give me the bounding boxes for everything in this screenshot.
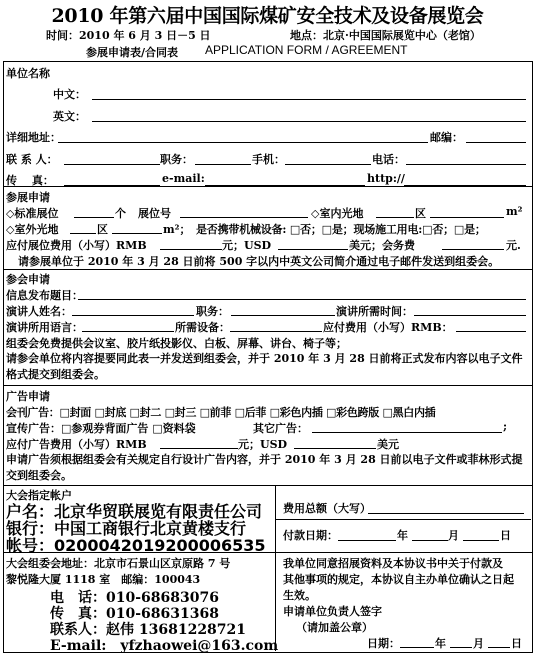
divider [275, 519, 531, 520]
fax-label: 传 真： [6, 174, 54, 187]
signature-label: 申请单位负责人签字 [283, 605, 382, 618]
agreement-year-unit: 年 [435, 637, 446, 650]
speaker-position-label: 职务： [196, 305, 229, 318]
name-cn-label: 中文： [53, 88, 86, 101]
ad-fee-usd-field[interactable] [294, 448, 376, 449]
ads-note: 申请广告须根据组委会有关规定自行设计广告内容，并于 2010 年 3 月 28 日前以电子文件或菲林形式提交到组委会。 [6, 453, 523, 482]
other-ad-label: 其它广告： [253, 422, 308, 435]
payment-year-unit: 年 [397, 529, 408, 542]
zip-field[interactable] [466, 142, 526, 143]
divider [275, 485, 276, 651]
exhibit-note: 请参展单位于 2010 年 3 月 28 日前将 500 字以内中英文公司简介通过电子邮件发送到组委会。 [18, 255, 500, 268]
total-amount-field[interactable] [368, 513, 524, 514]
booth-fee-rmb-field[interactable] [160, 249, 222, 250]
divider [3, 269, 533, 270]
meeting-heading: 参会申请 [6, 273, 50, 286]
outdoor-area-field[interactable] [70, 233, 96, 234]
meeting-payment-label: 应付费用（小写）RMB： [323, 321, 453, 334]
speech-time-label: 演讲所需时间： [336, 305, 413, 318]
office-address-line2: 黎悦隆大厦 1118 室 邮编：100043 [6, 573, 201, 586]
office-phone: 电 话：010-68683076 [50, 590, 219, 606]
divider [3, 385, 533, 386]
agreement-line3: 生效。 [283, 589, 316, 602]
speaker-label: 演讲人姓名： [6, 305, 72, 318]
agreement-line1: 我单位同意招展资料及本协议书中关于付款及 [283, 557, 503, 570]
phone-field[interactable] [406, 164, 526, 165]
payment-month-unit: 月 [448, 529, 459, 542]
outdoor-sqm-field[interactable] [112, 233, 162, 234]
mobile-field[interactable] [285, 164, 371, 165]
promo-ad-options[interactable]: 宣传广告：□参观券背面广告 □资料袋 [6, 422, 196, 435]
exhibition-place: 地点：北京·中国国际展览中心（老馆） [290, 29, 481, 42]
http-label: http:// [367, 172, 405, 185]
ad-fee-label: 应付广告费用（小写）RMB [6, 438, 147, 451]
payment-day-unit: 日 [500, 529, 511, 542]
standard-booth-option[interactable]: ◇标准展位 [6, 207, 59, 220]
name-en-label: 英文： [53, 110, 86, 123]
address-field[interactable] [58, 142, 428, 143]
speech-time-field[interactable] [414, 315, 526, 316]
account-holder: 户名：北京华贸联展览有限责任公司 [6, 502, 263, 521]
ad-fee-rmb-field[interactable] [160, 448, 238, 449]
contact-label: 联 系 人： [6, 153, 58, 166]
bank-heading: 大会指定帐户 [6, 489, 72, 502]
topic-field[interactable] [78, 299, 526, 300]
topic-label: 信息发布题目： [6, 289, 83, 302]
payment-day-field[interactable] [463, 540, 499, 541]
indoor-zone-unit: 区 [415, 207, 426, 220]
exhibit-heading: 参展申请 [6, 191, 50, 204]
form-title-cn: 参展申请表/合同表 [86, 46, 179, 59]
office-email[interactable]: E-mail: yfzhaowei@163.com [50, 638, 279, 654]
indoor-space-option[interactable]: ◇室内光地 [311, 207, 364, 220]
meeting-fee-field[interactable] [442, 249, 504, 250]
meeting-fee-unit: 元. [506, 239, 521, 252]
speaker-position-field[interactable] [231, 315, 335, 316]
indoor-area-field[interactable] [376, 217, 414, 218]
speaker-field[interactable] [72, 315, 194, 316]
agreement-day-unit: 日 [511, 637, 522, 650]
office-fax: 传 真：010-68631368 [50, 606, 219, 622]
meeting-note: 请参会单位将内容提要同此表一并发送到组委会，并于 2010 年 3 月 28 日前将正式发布内容以电子文件格式提交到组委会。 [6, 352, 523, 381]
agreement-date-label: 日期： [367, 637, 400, 650]
language-field[interactable] [82, 331, 174, 332]
total-amount-label: 费用总额（大写） [283, 502, 371, 515]
account-number: 帐号：0200042019200006535 [6, 536, 266, 555]
ad-fee-usd-unit: 美元 [377, 438, 399, 451]
booth-no-label: 展位号 [138, 207, 171, 220]
booth-fee-label: 应付展位费用（小写）RMB [6, 239, 147, 252]
free-facilities-note: 组委会免费提供会议室、胶片纸投影仪、白板、屏幕、讲台、椅子等； [6, 337, 347, 350]
contact-field[interactable] [64, 164, 160, 165]
position-label: 职务： [160, 153, 193, 166]
email-label: e-mail: [162, 172, 205, 185]
meeting-fee-label: 美元；会务费 [349, 239, 415, 252]
bank-name: 银行：中国工商银行北京黄楼支行 [6, 519, 247, 538]
indoor-sqm-field[interactable] [430, 217, 504, 218]
outdoor-sqm-unit: m²； [163, 223, 191, 236]
mobile-label: 手机： [252, 153, 285, 166]
equipment-label: 所需设备： [175, 321, 230, 334]
payment-date-label: 付款日期： [283, 529, 338, 542]
machinery-power-options[interactable]: 是否携带机械设备: □否；□是；现场施工用电:□否；□是； [196, 223, 486, 236]
booth-count-field[interactable] [74, 217, 114, 218]
outdoor-space-option[interactable]: ◇室外光地 [6, 223, 59, 236]
stamp-label: （请加盖公章） [296, 621, 373, 634]
exhibition-time: 时间：2010 年 6 月 3 日－5 日 [46, 29, 211, 42]
meeting-payment-field[interactable] [456, 331, 526, 332]
agreement-month-unit: 月 [473, 637, 484, 650]
zip-label: 邮编： [430, 131, 463, 144]
fax-field[interactable] [64, 185, 160, 186]
position-field[interactable] [195, 164, 251, 165]
catalog-ad-options[interactable]: 会刊广告：□封面 □封底 □封二 □封三 □前菲 □后菲 □彩色内插 □彩色跨版 □黑白内插 [6, 406, 436, 419]
booth-unit: 个 [115, 207, 126, 220]
phone-label: 电话： [372, 153, 405, 166]
divider [3, 485, 533, 486]
divider [3, 186, 533, 187]
equipment-field[interactable] [230, 331, 322, 332]
form-title-en: APPLICATION FORM / AGREEMENT [205, 43, 408, 57]
payment-month-field[interactable] [412, 540, 448, 541]
other-ad-field[interactable] [312, 432, 502, 433]
ads-heading: 广告申请 [6, 390, 50, 403]
outdoor-zone-unit: 区 [97, 223, 108, 236]
office-address-line1: 大会组委会地址：北京市石景山区京原路 7 号 [6, 557, 231, 570]
payment-year-field[interactable] [338, 540, 396, 541]
email-field[interactable] [205, 185, 365, 186]
website-field[interactable] [404, 185, 526, 186]
address-label: 详细地址： [6, 131, 61, 144]
ad-fee-usd-label: 元；USD [238, 438, 288, 451]
page-title: 2010 年第六届中国国际煤矿安全技术及设备展览会 [51, 5, 484, 27]
agreement-day-field[interactable] [488, 647, 510, 648]
booth-no-field[interactable] [180, 217, 308, 218]
booth-fee-usd-label: 元；USD [222, 239, 272, 252]
agreement-year-field[interactable] [400, 647, 434, 648]
name-cn-field[interactable] [92, 99, 526, 100]
language-label: 演讲所用语言： [6, 321, 83, 334]
agreement-line2: 其他事项的规定，本协议自主办单位确认之日起 [283, 573, 514, 586]
booth-fee-usd-field[interactable] [278, 249, 348, 250]
name-en-field[interactable] [92, 121, 526, 122]
indoor-sqm-unit: m² [506, 205, 523, 218]
office-contact: 联系人：赵伟 13681228721 [50, 622, 247, 638]
agreement-month-field[interactable] [450, 647, 472, 648]
company-name-label: 单位名称 [6, 67, 50, 80]
